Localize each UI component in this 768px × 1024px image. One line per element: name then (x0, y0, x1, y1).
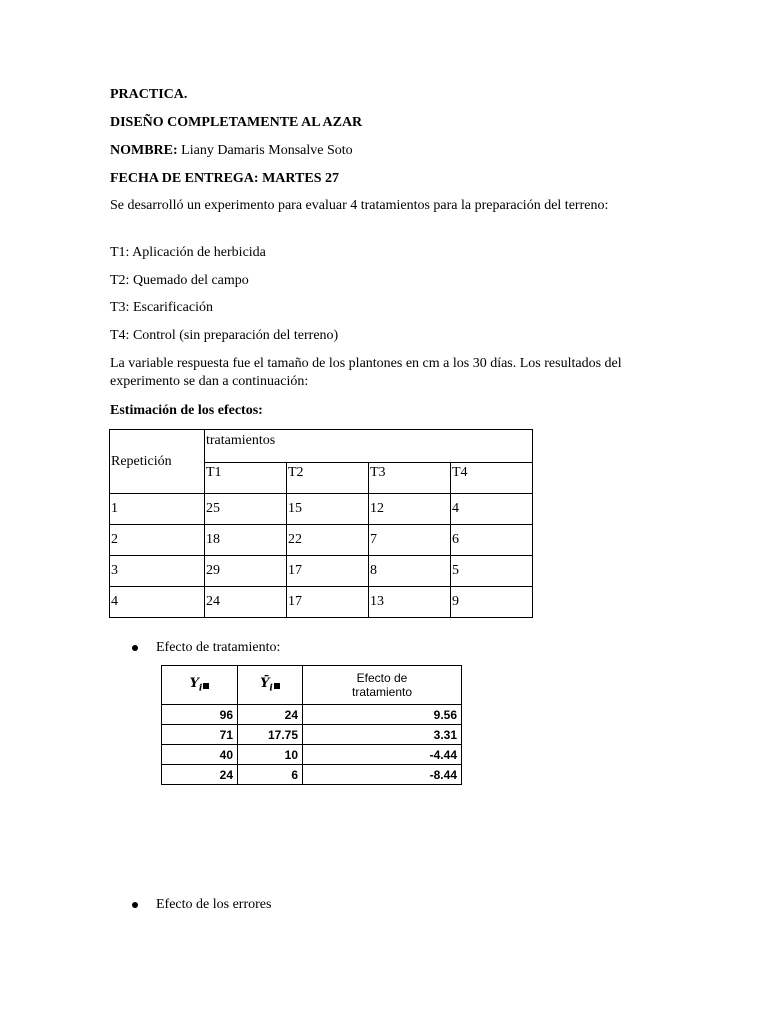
value-cell: 5 (451, 556, 533, 587)
value-cell: 4 (451, 494, 533, 525)
col-header: T4 (451, 463, 533, 494)
table-row (110, 556, 533, 587)
treatments-header: tratamientos (205, 430, 533, 463)
col-ymean-header (238, 666, 303, 705)
section-title: Estimación de los efectos: (110, 403, 263, 418)
ymean-cell: 17.75 (238, 725, 303, 745)
table-row (110, 494, 533, 525)
value-cell: 17 (287, 556, 369, 587)
rep-cell: 4 (110, 587, 205, 618)
intro-paragraph: Se desarrolló un experimento para evaluar 4 tratamientos para la preparación del terreno: (110, 198, 609, 213)
value-cell: 29 (205, 556, 287, 587)
bullet-effect-errors: Efecto de los errores (156, 897, 272, 912)
effect-cell: -4.44 (303, 745, 462, 765)
table-row (110, 525, 533, 556)
value-cell: 8 (369, 556, 451, 587)
effect-cell: 3.31 (303, 725, 462, 745)
ymean-cell: 10 (238, 745, 303, 765)
bullet-icon (132, 645, 138, 651)
response-paragraph: La variable respuesta fue el tamaño de los plantones en cm a los 30 días. Los resultados del experimento se dan a continuación: (110, 356, 622, 389)
effect-cell: -8.44 (303, 765, 462, 785)
col-header: T2 (287, 463, 369, 494)
yi-cell: 24 (162, 765, 238, 785)
ymean-symbol: Ȳ (260, 676, 270, 692)
table-row (110, 587, 533, 618)
ymean-subscript: i (269, 683, 273, 694)
col-header: T3 (369, 463, 451, 494)
effect-header-line1: Efecto de (356, 671, 408, 685)
yi-subscript: i (198, 683, 203, 694)
data-table (109, 429, 533, 618)
yi-cell: 96 (162, 705, 238, 725)
effect-cell: 9.56 (303, 705, 462, 725)
value-cell: 22 (287, 525, 369, 556)
dot-square-icon (203, 683, 209, 689)
value-cell: 6 (451, 525, 533, 556)
yi-cell: 40 (162, 745, 238, 765)
table-row (162, 765, 462, 785)
effect-header-line2: tratamiento (351, 685, 413, 699)
rep-header: Repetición (110, 430, 205, 494)
value-cell: 7 (369, 525, 451, 556)
doc-title: PRACTICA. (110, 87, 188, 102)
effects-table (161, 665, 462, 785)
col-yi-header (162, 666, 238, 705)
rep-cell: 2 (110, 525, 205, 556)
name-line (110, 142, 353, 160)
doc-subtitle: DISEÑO COMPLETAMENTE AL AZAR (110, 115, 363, 130)
ymean-cell: 6 (238, 765, 303, 785)
yi-cell: 71 (162, 725, 238, 745)
treatment-1: T1: Aplicación de herbicida (110, 245, 266, 260)
value-cell: 25 (205, 494, 287, 525)
rep-cell: 1 (110, 494, 205, 525)
table-row (162, 745, 462, 765)
treatment-4: T4: Control (sin preparación del terreno) (110, 328, 339, 343)
table-row (162, 725, 462, 745)
value-cell: 24 (205, 587, 287, 618)
value-cell: 18 (205, 525, 287, 556)
name-label: NOMBRE: (110, 143, 178, 158)
value-cell: 9 (451, 587, 533, 618)
table-row (162, 705, 462, 725)
ymean-cell: 24 (238, 705, 303, 725)
yi-symbol: Y (189, 676, 199, 692)
col-header: T1 (205, 463, 287, 494)
bullet-effect-treatment: Efecto de tratamiento: (156, 640, 281, 655)
value-cell: 15 (287, 494, 369, 525)
name-value: Liany Damaris Monsalve Soto (177, 143, 353, 158)
col-effect-header (303, 666, 462, 705)
value-cell: 12 (369, 494, 451, 525)
rep-cell: 3 (110, 556, 205, 587)
bullet-icon (132, 902, 138, 908)
treatment-3: T3: Escarificación (110, 300, 214, 315)
value-cell: 17 (287, 587, 369, 618)
due-date: FECHA DE ENTREGA: MARTES 27 (110, 171, 339, 186)
treatment-2: T2: Quemado del campo (110, 273, 249, 288)
dot-square-icon (274, 683, 280, 689)
value-cell: 13 (369, 587, 451, 618)
